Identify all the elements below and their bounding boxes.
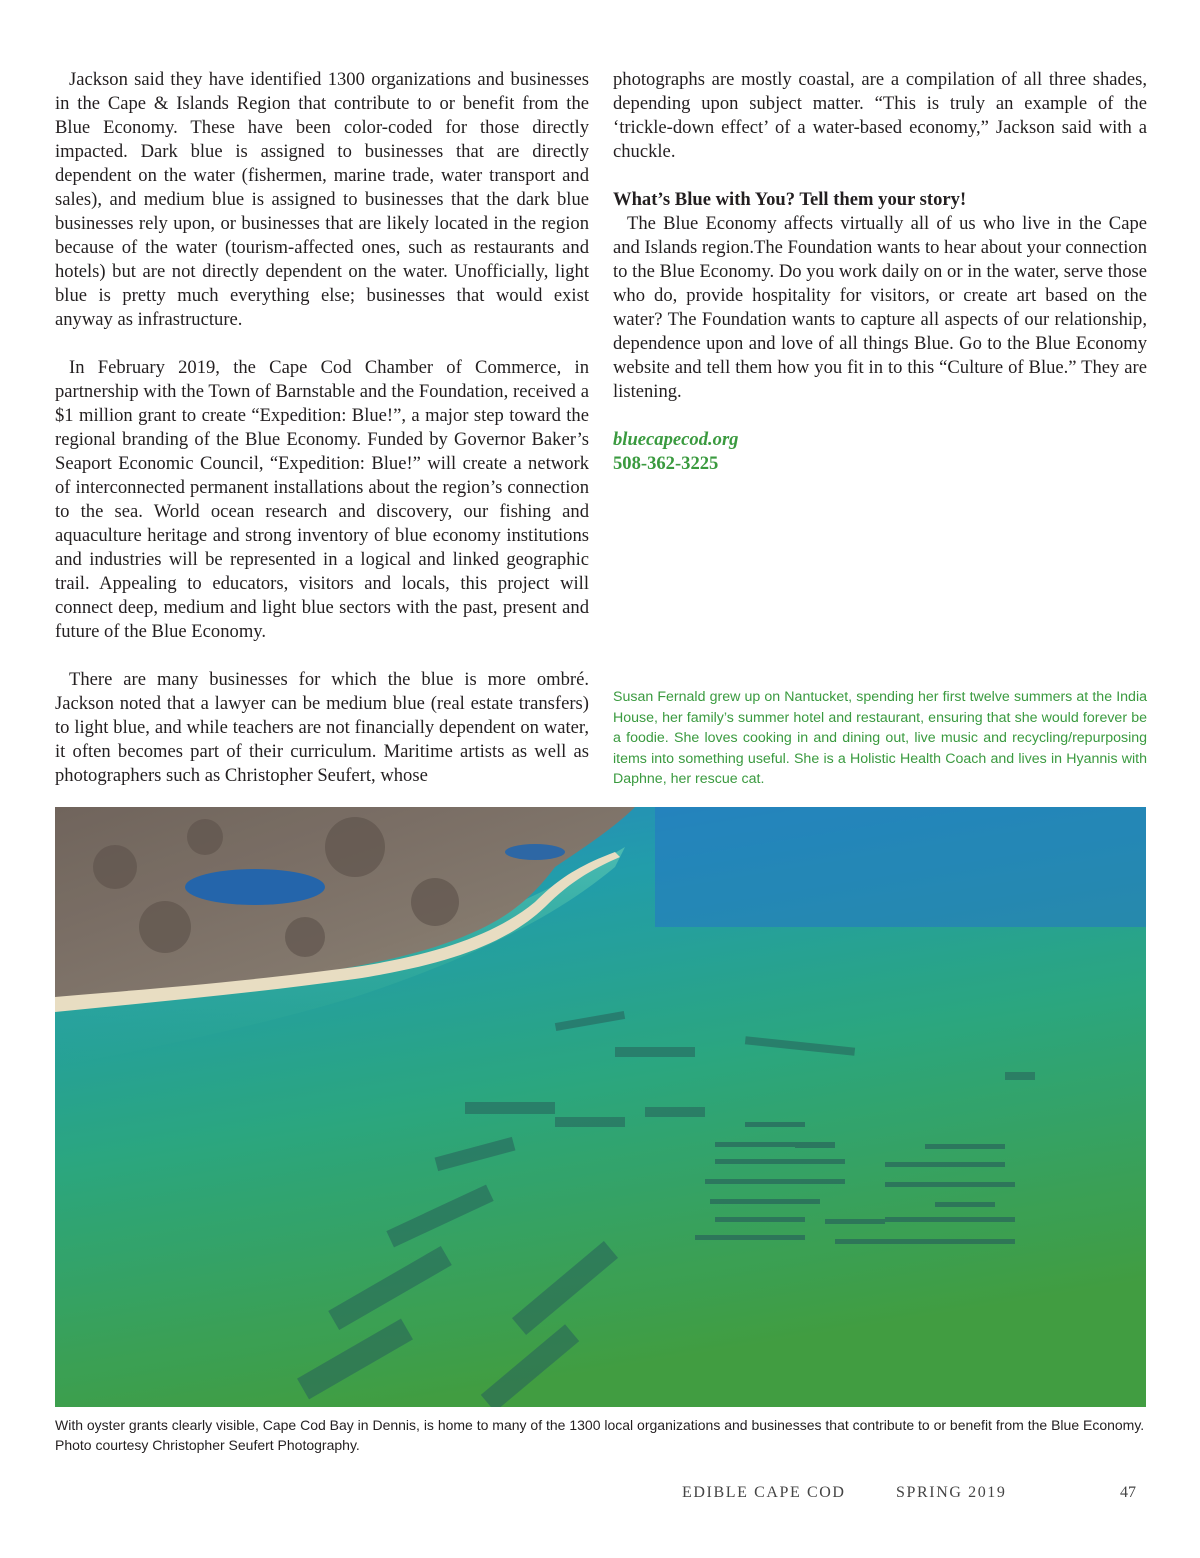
article-paragraph-continuation: photographs are mostly coastal, are a compilation of all three shades, depending upon subject matter. “This is truly an example of the ‘trickle-down effect’ of a water-based economy,” Jackson said with a chuckle. — [613, 69, 1147, 162]
right-column — [613, 68, 1147, 476]
contact-block — [613, 428, 1147, 476]
section-subheading: What’s Blue with You? Tell them your story! — [613, 189, 967, 210]
left-column — [55, 68, 589, 788]
aerial-photo — [55, 807, 1146, 1407]
website-link[interactable]: bluecapecod.org — [613, 429, 739, 450]
page-number: 47 — [1120, 1484, 1136, 1501]
article-paragraph: In February 2019, the Cape Cod Chamber of Commerce, in partnership with the Town of Barnstable and the Foundation, received a $1 million grant to create “Expedition: Blue!”, a major step toward the regional branding of the Blue Economy. Funded by Governor Baker’s Seaport Economic Council, “Expedition: Blue!” will create a network of interconnected permanent installations about the region’s connection to the sea. World ocean research and discovery, our fishing and aquaculture heritage and strong inventory of blue economy institutions and industries will be represented in a logical and linked geographic trail. Appealing to educators, visitors and locals, this project will connect deep, medium and light blue sectors with the past, present and future of the Blue Economy. — [55, 357, 589, 642]
article-paragraph: Jackson said they have identified 1300 organizations and businesses in the Cape & Islands Region that contribute to or benefit from the Blue Economy. These have been color-coded for those directly impacted. Dark blue is assigned to businesses that are directly dependent on the water (fishermen, marine trade, water transport and sales), and medium blue is assigned to businesses that the dark blue businesses rely upon, or businesses that are likely located in the region because of the water (tourism-affected ones, such as restaurants and hotels) but are not directly dependent on the water. Unofficially, light blue is pretty much everything else; businesses that would exist anyway as infrastructure. — [55, 69, 589, 330]
caption-text: With oyster grants clearly visible, Cape Cod Bay in Dennis, is home to many of the 1300 local organizations and businesses that contribute to or benefit from the Blue Economy. — [55, 1417, 1145, 1433]
author-bio: Susan Fernald grew up on Nantucket, spending her first twelve summers at the India House, her family’s summer hotel and restaurant, ensuring that she would forever be a foodie. She loves cooking in and dining out, live music and recycling/repurposing items into something useful. She is a Holistic Health Coach and lives in Hyannis with Daphne, her rescue cat. — [613, 689, 1147, 788]
phone-number: 508-362-3225 — [613, 453, 719, 474]
article-paragraph: The Blue Economy affects virtually all of us who live in the Cape and Islands region.The Foundation wants to hear about your connection to the Blue Economy. Do you work daily on or in the water, serve those who do, provide hospitality for visitors, or create art based on the water? The Foundation wants to capture all aspects of our relationship, dependence upon and love of all things Blue. Go to the Blue Economy website and tell them how you fit in to this “Culture of Blue.” They are listening. — [613, 213, 1147, 402]
photo-credit: Photo courtesy Christopher Seufert Photography. — [55, 1437, 360, 1453]
footer-season: SPRING 2019 — [896, 1484, 1007, 1501]
article-paragraph: There are many businesses for which the blue is more ombré. Jackson noted that a lawyer can be medium blue (real estate transfers) to light blue, and while teachers are not financially dependent on water, it often becomes part of their curriculum. Maritime artists as well as photographers such as Christopher Seufert, whose — [55, 669, 589, 786]
photo-caption — [55, 1415, 1145, 1455]
footer-publication: EDIBLE CAPE COD — [682, 1484, 846, 1501]
